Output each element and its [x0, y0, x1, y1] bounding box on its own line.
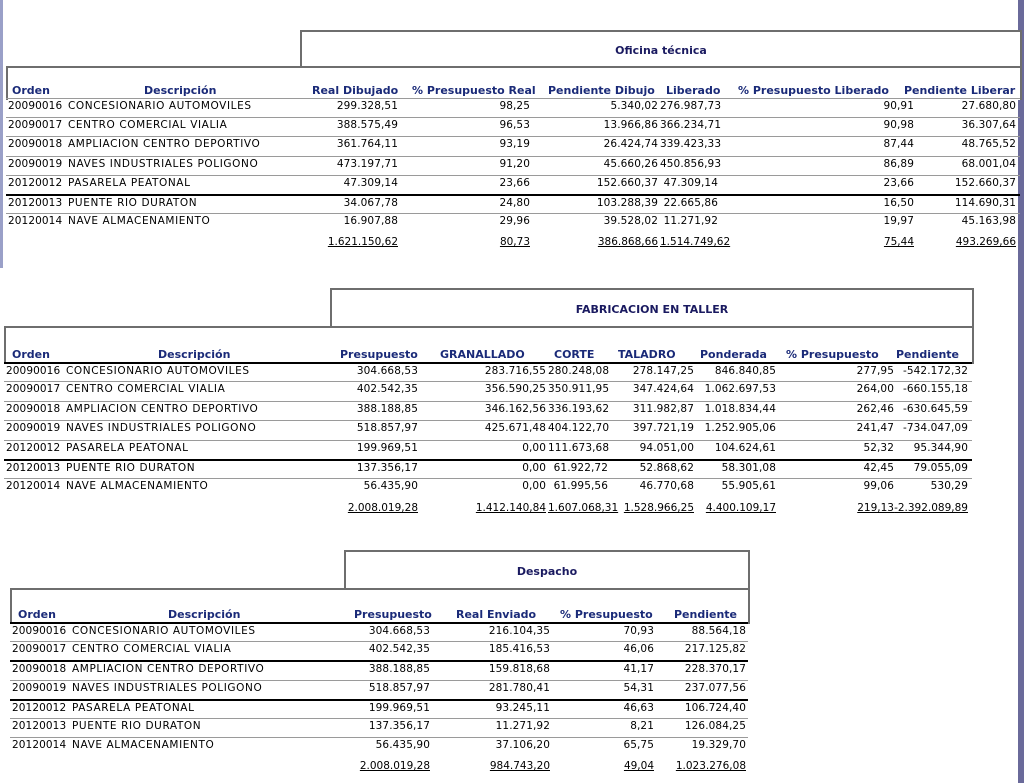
liberado-cell: 276.987,73	[660, 100, 722, 112]
order-cell: 20090019	[8, 157, 63, 170]
column-header-real-dibujado: Real Dibujado	[312, 84, 399, 97]
description-cell: NAVE ALMACENAMIENTO	[72, 739, 215, 752]
real-enviado-cell: 159.818,68	[488, 663, 550, 676]
presupuesto-cell: 56.435,90	[363, 480, 418, 493]
pct-presupuesto-cell: 42,45	[863, 462, 894, 474]
table-row	[10, 718, 748, 738]
presupuesto-cell: 402.542,35	[356, 383, 418, 396]
pendiente-cell: 88.564,18	[691, 625, 746, 637]
granallado-cell: 0,00	[522, 441, 546, 454]
pendiente-dibujo-cell: 45.660,26	[603, 157, 658, 170]
order-cell: 20090016	[8, 100, 63, 112]
granallado-cell: 0,00	[522, 480, 546, 493]
table-row	[6, 175, 1020, 195]
description-cell: NAVE ALMACENAMIENTO	[68, 215, 211, 228]
real-dibujado-cell: 361.764,11	[336, 138, 398, 151]
pct-presupuesto-liberado-cell: 19,97	[883, 215, 914, 228]
description-cell: NAVES INDUSTRIALES POLIGONO	[66, 422, 257, 435]
total-pendiente: -2.392.089,89	[894, 501, 968, 514]
column-header-row	[10, 588, 750, 624]
column-header-liberado: Liberado	[666, 84, 721, 97]
pct-presupuesto-real-cell: 93,19	[499, 138, 530, 151]
table-row	[4, 381, 972, 401]
table-row	[6, 98, 1020, 118]
presupuesto-cell: 518.857,97	[368, 681, 430, 694]
pendiente-liberar-cell: 114.690,31	[954, 197, 1016, 209]
description-cell: CENTRO COMERCIAL VIALIA	[66, 383, 226, 396]
pendiente-liberar-cell: 68.001,04	[961, 157, 1016, 170]
order-cell: 20090016	[6, 365, 61, 377]
presupuesto-cell: 304.668,53	[356, 365, 418, 377]
column-header-descripcion: Descripción	[144, 84, 217, 97]
description-cell: CONCESIONARIO AUTOMOVILES	[66, 365, 250, 377]
order-cell: 20120014	[6, 480, 61, 493]
real-dibujado-cell: 473.197,71	[336, 157, 398, 170]
real-enviado-cell: 93.245,11	[495, 701, 550, 714]
description-cell: NAVE ALMACENAMIENTO	[66, 480, 209, 493]
column-header-row	[6, 66, 1022, 100]
liberado-cell: 366.234,71	[660, 119, 722, 132]
column-header-real-enviado: Real Enviado	[456, 608, 537, 621]
column-header-pendiente: Pendiente	[674, 608, 738, 621]
pct-presupuesto-liberado-cell: 16,50	[883, 197, 914, 209]
pendiente-dibujo-cell: 103.288,39	[596, 197, 658, 209]
order-cell: 20120014	[8, 215, 63, 228]
pct-presupuesto-liberado-cell: 86,89	[883, 157, 914, 170]
total-pendiente: 1.023.276,08	[675, 760, 746, 773]
pendiente-cell: -542.172,32	[902, 365, 968, 377]
total-pct-presupuesto: 49,04	[623, 760, 654, 773]
column-header-presupuesto: Presupuesto	[354, 608, 432, 621]
table-row	[4, 420, 972, 440]
corte-cell: 61.922,72	[553, 462, 608, 474]
column-header-taladro: TALADRO	[618, 348, 676, 361]
description-cell: PUENTE RIO DURATON	[66, 462, 196, 474]
total-pendiente-liberar: 493.269,66	[955, 236, 1016, 249]
table-row	[4, 401, 972, 421]
order-cell: 20090017	[6, 383, 61, 396]
pct-presupuesto-cell: 46,63	[623, 701, 654, 714]
pendiente-dibujo-cell: 152.660,37	[596, 176, 658, 189]
presupuesto-cell: 518.857,97	[356, 422, 418, 435]
table-row	[6, 136, 1020, 156]
pendiente-dibujo-cell: 13.966,86	[603, 119, 658, 132]
order-cell: 20090018	[6, 402, 61, 415]
real-dibujado-cell: 34.067,78	[343, 197, 398, 209]
table-row	[4, 440, 972, 460]
presupuesto-cell: 137.356,17	[356, 462, 418, 474]
column-header-granallado: GRANALLADO	[440, 348, 525, 361]
ponderada-cell: 104.624,61	[714, 441, 776, 454]
pendiente-dibujo-cell: 39.528,02	[603, 215, 658, 228]
pct-presupuesto-liberado-cell: 87,44	[883, 138, 914, 151]
order-cell: 20120013	[8, 197, 63, 209]
table-row	[6, 117, 1020, 137]
total-pct-presupuesto: 219,13	[857, 501, 894, 514]
pct-presupuesto-cell: 262,46	[856, 402, 894, 415]
total-granallado: 1.412.140,84	[475, 501, 546, 514]
pendiente-cell: 217.125,82	[684, 643, 746, 656]
pendiente-cell: 19.329,70	[691, 739, 746, 752]
total-pct-presupuesto-liberado: 75,44	[883, 236, 914, 249]
description-cell: CENTRO COMERCIAL VIALIA	[68, 119, 228, 132]
pendiente-dibujo-cell: 5.340,02	[610, 100, 658, 112]
order-cell: 20090019	[12, 681, 67, 694]
description-cell: PASARELA PEATONAL	[72, 701, 195, 714]
total-corte: 1.607.068,31	[548, 501, 619, 514]
real-dibujado-cell: 47.309,14	[343, 176, 398, 189]
taladro-cell: 347.424,64	[632, 383, 694, 396]
description-cell: NAVES INDUSTRIALES POLIGONO	[68, 157, 259, 170]
description-cell: AMPLIACION CENTRO DEPORTIVO	[66, 402, 259, 415]
real-enviado-cell: 37.106,20	[495, 739, 550, 752]
pendiente-cell: 228.370,17	[684, 663, 746, 676]
table-row	[10, 737, 748, 757]
column-header-pendiente: Pendiente	[896, 348, 960, 361]
column-header-pct-presupuesto: % Presupuesto	[560, 608, 653, 621]
order-cell: 20090016	[12, 625, 67, 637]
taladro-cell: 94.051,00	[639, 441, 694, 454]
pendiente-cell: -630.645,59	[902, 402, 968, 415]
column-header-pct-presupuesto: % Presupuesto	[786, 348, 879, 361]
pendiente-cell: 79.055,09	[913, 462, 968, 474]
table-row	[6, 194, 1020, 215]
corte-cell: 336.193,62	[548, 402, 610, 415]
presupuesto-cell: 199.969,51	[356, 441, 418, 454]
table-row	[6, 156, 1020, 176]
description-cell: PASARELA PEATONAL	[66, 441, 189, 454]
pendiente-cell: 237.077,56	[684, 681, 746, 694]
presupuesto-cell: 199.969,51	[368, 701, 430, 714]
pct-presupuesto-cell: 54,31	[623, 681, 654, 694]
pct-presupuesto-liberado-cell: 90,98	[883, 119, 914, 132]
section-title: Oficina técnica	[300, 30, 1022, 68]
presupuesto-cell: 388.188,85	[368, 663, 430, 676]
description-cell: PUENTE RIO DURATON	[72, 720, 202, 732]
description-cell: CONCESIONARIO AUTOMOVILES	[72, 625, 256, 637]
pct-presupuesto-cell: 70,93	[623, 625, 654, 637]
presupuesto-cell: 402.542,35	[368, 643, 430, 656]
order-cell: 20120012	[12, 701, 67, 714]
column-header-orden: Orden	[12, 348, 50, 361]
pct-presupuesto-cell: 52,32	[863, 441, 894, 454]
order-cell: 20090019	[6, 422, 61, 435]
order-cell: 20090017	[8, 119, 63, 132]
order-cell: 20120013	[12, 720, 67, 732]
ponderada-cell: 1.018.834,44	[704, 402, 776, 415]
granallado-cell: 0,00	[522, 462, 546, 474]
total-pct-presupuesto-real: 80,73	[499, 236, 530, 249]
order-cell: 20120013	[6, 462, 61, 474]
pct-presupuesto-cell: 99,06	[863, 480, 894, 493]
liberado-cell: 47.309,14	[663, 176, 718, 189]
pct-presupuesto-cell: 41,17	[623, 663, 654, 676]
ponderada-cell: 1.062.697,53	[704, 383, 776, 396]
total-taladro: 1.528.966,25	[623, 501, 694, 514]
column-header-ponderada: Ponderada	[700, 348, 767, 361]
pct-presupuesto-liberado-cell: 23,66	[883, 176, 914, 189]
pct-presupuesto-cell: 241,47	[856, 422, 894, 435]
total-liberado: 1.514.749,62	[660, 236, 731, 249]
pendiente-liberar-cell: 48.765,52	[961, 138, 1016, 151]
section-title: Despacho	[344, 550, 750, 590]
pendiente-cell: -660.155,18	[902, 383, 968, 396]
order-cell: 20090017	[12, 643, 67, 656]
description-cell: CONCESIONARIO AUTOMOVILES	[68, 100, 252, 112]
granallado-cell: 356.590,25	[484, 383, 546, 396]
pendiente-cell: 106.724,40	[684, 701, 746, 714]
pct-presupuesto-cell: 277,95	[856, 365, 894, 377]
column-header-presupuesto: Presupuesto	[340, 348, 418, 361]
real-enviado-cell: 185.416,53	[488, 643, 550, 656]
table-row	[4, 362, 972, 383]
table-row	[10, 660, 748, 681]
column-header-orden: Orden	[12, 84, 50, 97]
total-presupuesto: 2.008.019,28	[347, 501, 418, 514]
pendiente-cell: 95.344,90	[913, 441, 968, 454]
order-cell: 20120012	[6, 441, 61, 454]
real-dibujado-cell: 388.575,49	[336, 119, 398, 132]
pendiente-liberar-cell: 36.307,64	[961, 119, 1016, 132]
description-cell: AMPLIACION CENTRO DEPORTIVO	[72, 663, 265, 676]
liberado-cell: 339.423,33	[660, 138, 722, 151]
presupuesto-cell: 304.668,53	[368, 625, 430, 637]
presupuesto-cell: 56.435,90	[375, 739, 430, 752]
column-header-corte: CORTE	[554, 348, 595, 361]
real-enviado-cell: 216.104,35	[488, 625, 550, 637]
column-header-descripcion: Descripción	[158, 348, 231, 361]
pct-presupuesto-real-cell: 96,53	[499, 119, 530, 132]
real-dibujado-cell: 16.907,88	[343, 215, 398, 228]
granallado-cell: 346.162,56	[484, 402, 546, 415]
taladro-cell: 46.770,68	[639, 480, 694, 493]
taladro-cell: 278.147,25	[632, 365, 694, 377]
taladro-cell: 311.982,87	[632, 402, 694, 415]
taladro-cell: 52.868,62	[639, 462, 694, 474]
pct-presupuesto-real-cell: 98,25	[499, 100, 530, 112]
liberado-cell: 22.665,86	[663, 197, 718, 209]
ponderada-cell: 846.840,85	[714, 365, 776, 377]
real-enviado-cell: 281.780,41	[488, 681, 550, 694]
corte-cell: 280.248,08	[548, 365, 610, 377]
pct-presupuesto-real-cell: 24,80	[499, 197, 530, 209]
pendiente-cell: 126.084,25	[684, 720, 746, 732]
description-cell: CENTRO COMERCIAL VIALIA	[72, 643, 232, 656]
ponderada-cell: 58.301,08	[721, 462, 776, 474]
table-row	[10, 641, 748, 661]
order-cell: 20090018	[8, 138, 63, 151]
total-real-enviado: 984.743,20	[489, 760, 550, 773]
pendiente-cell: -734.047,09	[902, 422, 968, 435]
table-row	[4, 478, 972, 498]
table-row	[6, 213, 1020, 233]
ponderada-cell: 1.252.905,06	[704, 422, 776, 435]
total-pendiente-dibujo: 386.868,66	[597, 236, 658, 249]
pct-presupuesto-cell: 8,21	[630, 720, 654, 732]
pendiente-liberar-cell: 27.680,80	[961, 100, 1016, 112]
total-ponderada: 4.400.109,17	[705, 501, 776, 514]
pct-presupuesto-cell: 264,00	[856, 383, 894, 396]
presupuesto-cell: 137.356,17	[368, 720, 430, 732]
granallado-cell: 425.671,48	[484, 422, 546, 435]
ponderada-cell: 55.905,61	[721, 480, 776, 493]
liberado-cell: 450.856,93	[660, 157, 722, 170]
section-title: FABRICACION EN TALLER	[330, 288, 974, 328]
column-header-pct-presupuesto-liberado: % Presupuesto Liberado	[738, 84, 889, 97]
table-row	[4, 459, 972, 480]
column-header-pct-presupuesto-real: % Presupuesto Real	[412, 84, 536, 97]
column-header-pendiente-dibujo: Pendiente Dibujo	[548, 84, 655, 97]
pct-presupuesto-real-cell: 23,66	[499, 176, 530, 189]
total-real-dibujado: 1.621.150,62	[327, 236, 398, 249]
column-header-pendiente-liberar: Pendiente Liberar	[904, 84, 1016, 97]
description-cell: PASARELA PEATONAL	[68, 176, 191, 189]
corte-cell: 404.122,70	[548, 422, 610, 435]
granallado-cell: 283.716,55	[484, 365, 546, 377]
order-cell: 20090018	[12, 663, 67, 676]
taladro-cell: 397.721,19	[632, 422, 694, 435]
presupuesto-cell: 388.188,85	[356, 402, 418, 415]
pct-presupuesto-real-cell: 91,20	[499, 157, 530, 170]
pendiente-dibujo-cell: 26.424,74	[603, 138, 658, 151]
pendiente-cell: 530,29	[930, 480, 968, 493]
pct-presupuesto-cell: 46,06	[623, 643, 654, 656]
pct-presupuesto-liberado-cell: 90,91	[883, 100, 914, 112]
total-presupuesto: 2.008.019,28	[359, 760, 430, 773]
table-row	[10, 699, 748, 720]
order-cell: 20120012	[8, 176, 63, 189]
table-row	[10, 622, 748, 643]
description-cell: PUENTE RIO DURATON	[68, 197, 198, 209]
liberado-cell: 11.271,92	[663, 215, 718, 228]
pct-presupuesto-real-cell: 29,96	[499, 215, 530, 228]
left-edge-bar	[0, 0, 3, 268]
corte-cell: 61.995,56	[553, 480, 608, 493]
real-dibujado-cell: 299.328,51	[336, 100, 398, 112]
pendiente-liberar-cell: 45.163,98	[961, 215, 1016, 228]
column-header-row	[4, 326, 974, 364]
column-header-orden: Orden	[18, 608, 56, 621]
pendiente-liberar-cell: 152.660,37	[954, 176, 1016, 189]
order-cell: 20120014	[12, 739, 67, 752]
description-cell: NAVES INDUSTRIALES POLIGONO	[72, 681, 263, 694]
real-enviado-cell: 11.271,92	[495, 720, 550, 732]
pct-presupuesto-cell: 65,75	[623, 739, 654, 752]
table-row	[10, 680, 748, 700]
corte-cell: 350.911,95	[548, 383, 610, 396]
corte-cell: 111.673,68	[548, 441, 610, 454]
description-cell: AMPLIACION CENTRO DEPORTIVO	[68, 138, 261, 151]
column-header-descripcion: Descripción	[168, 608, 241, 621]
